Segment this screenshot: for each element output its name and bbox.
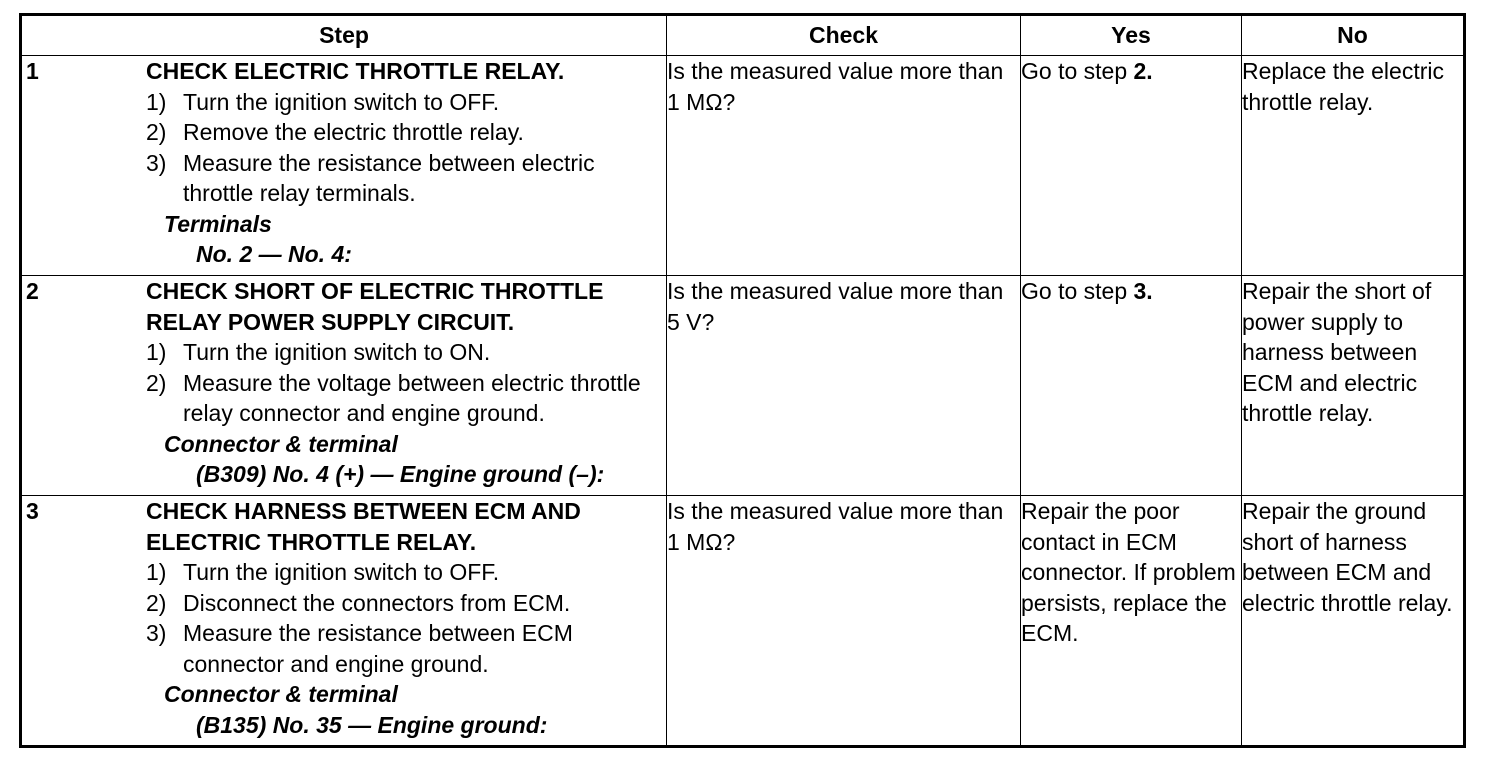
step-number: 1 <box>26 58 39 84</box>
substep: 2) Disconnect the connectors from ECM. <box>146 589 571 616</box>
spec-label: Connector & terminal <box>164 430 398 457</box>
header-check: Check <box>667 15 1021 56</box>
no-cell: Replace the electric throttle relay. <box>1242 56 1465 276</box>
table-row <box>21 276 1465 496</box>
table-row <box>21 56 1465 276</box>
check-cell: Is the measured value more than 5 V? <box>667 276 1021 496</box>
substep: 3) Measure the resistance between ECM connector and engine ground. <box>146 620 573 677</box>
header-yes: Yes <box>1021 15 1242 56</box>
step-number: 3 <box>26 498 39 524</box>
substep: 1) Turn the ignition switch to OFF. <box>146 559 500 585</box>
step-title: CHECK HARNESS BETWEEN ECM AND ELECTRIC THROTTLE RELAY. <box>146 498 581 555</box>
diagnostic-table <box>19 13 1466 748</box>
header-row <box>21 15 1465 56</box>
substep: 3) Measure the resistance between electric throttle relay terminals. <box>146 149 595 206</box>
yes-cell: Go to step 3. <box>1021 276 1242 496</box>
header-step: Step <box>21 15 667 56</box>
step-cell <box>21 56 667 276</box>
step-cell <box>21 276 667 496</box>
step-title: CHECK SHORT OF ELECTRIC THROTTLE RELAY POWER SUPPLY CIRCUIT. <box>146 278 604 335</box>
spec-label: Terminals <box>164 210 272 237</box>
spec-value: No. 2 — No. 4: <box>196 241 352 267</box>
table-row <box>21 496 1465 747</box>
step-number: 2 <box>26 278 39 304</box>
yes-step-ref: 3. <box>1133 278 1153 304</box>
yes-step-ref: 2. <box>1133 58 1153 84</box>
substep: 2) Remove the electric throttle relay. <box>146 119 524 145</box>
step-title: CHECK ELECTRIC THROTTLE RELAY. <box>146 58 565 84</box>
step-cell <box>21 496 667 747</box>
header-no: No <box>1242 15 1465 56</box>
spec-value: (B309) No. 4 (+) — Engine ground (–): <box>196 461 605 487</box>
no-cell: Repair the ground short of harness between ECM and electric throttle relay. <box>1242 496 1465 747</box>
check-cell: Is the measured value more than 1 MΩ? <box>667 496 1021 747</box>
substep: 2) Measure the voltage between electric throttle relay connector and engine ground. <box>146 369 641 426</box>
substep: 1) Turn the ignition switch to OFF. <box>146 88 500 115</box>
spec-value: (B135) No. 35 — Engine ground: <box>196 711 548 738</box>
yes-cell: Repair the poor contact in ECM connector. If problem persists, replace the ECM. <box>1021 496 1242 747</box>
yes-cell: Go to step 2. <box>1021 56 1242 276</box>
substep: 1) Turn the ignition switch to ON. <box>146 339 491 365</box>
check-cell: Is the measured value more than 1 MΩ? <box>667 56 1021 276</box>
spec-label: Connector & terminal <box>164 681 398 707</box>
no-cell: Repair the short of power supply to harness between ECM and electric throttle relay. <box>1242 276 1465 496</box>
